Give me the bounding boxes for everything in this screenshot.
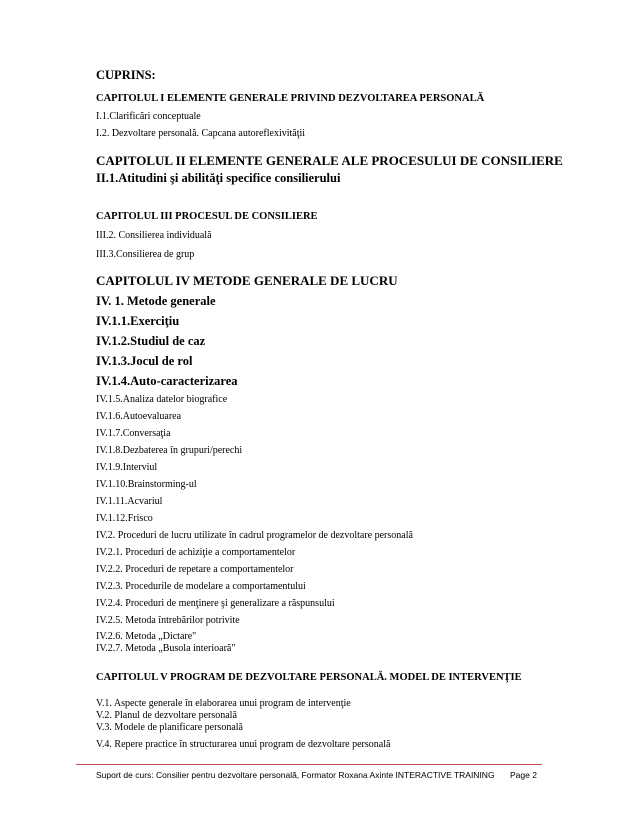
toc-entry: I.1.Clarificări conceptuale [96, 111, 201, 122]
toc-entry: IV.2.4. Proceduri de menţinere şi generalizare a răspunsului [96, 598, 335, 609]
toc-entry: I.2. Dezvoltare personală. Capcana autoreflexivităţii [96, 128, 306, 139]
toc-entry: V.3. Modele de planificare personală [96, 722, 243, 733]
footer-divider [76, 764, 542, 765]
toc-entry: IV.1.12.Frisco [96, 513, 153, 524]
toc-entry: IV.1.10.Brainstorming-ul [96, 479, 197, 490]
toc-entry-bold: IV.1.2.Studiul de caz [96, 334, 206, 348]
toc-entry: IV.2. Proceduri de lucru utilizate în cadrul programelor de dezvoltare personală [96, 530, 413, 541]
footer-text: Suport de curs: Consilier pentru dezvoltare personală, Formator Roxana Axinte INTERACTIVE TRAINING [96, 770, 495, 780]
chapter-2-heading: CAPITOLUL II ELEMENTE GENERALE ALE PROCESULUI DE CONSILIERE [96, 153, 563, 168]
toc-entry: V.1. Aspecte generale în elaborarea unui program de intervenţie [96, 698, 351, 709]
chapter-5-heading: CAPITOLUL V PROGRAM DE DEZVOLTARE PERSONALĂ. MODEL DE INTERVENŢIE [96, 672, 522, 683]
page-number: Page 2 [510, 770, 537, 780]
toc-entry: II.1.Atitudini şi abilităţi specifice consilierului [96, 171, 341, 185]
toc-entry: IV.1.5.Analiza datelor biografice [96, 394, 228, 405]
chapter-1-heading: CAPITOLUL I ELEMENTE GENERALE PRIVIND DEZVOLTAREA PERSONALĂ [96, 93, 485, 104]
toc-entry-bold: IV.1.1.Exerciţiu [96, 314, 180, 328]
toc-entry: IV.1.8.Dezbaterea în grupuri/perechi [96, 445, 243, 456]
toc-entry: IV.2.7. Metoda „Busola interioară" [96, 643, 236, 654]
toc-entry: IV.1.6.Autoevaluarea [96, 411, 182, 422]
toc-title: CUPRINS: [96, 68, 156, 82]
toc-entry: V.2. Planul de dezvoltare personală [96, 710, 237, 721]
chapter-4-heading: CAPITOLUL IV METODE GENERALE DE LUCRU [96, 273, 398, 288]
toc-entry-bold: IV. 1. Metode generale [96, 294, 216, 308]
toc-entry: IV.2.6. Metoda „Dictare" [96, 631, 197, 642]
toc-entry: IV.2.1. Proceduri de achiziţie a comportamentelor [96, 547, 296, 558]
toc-entry: IV.1.7.Conversaţia [96, 428, 171, 439]
chapter-3-heading: CAPITOLUL III PROCESUL DE CONSILIERE [96, 211, 318, 222]
toc-entry: III.2. Consilierea individuală [96, 230, 212, 241]
toc-entry: IV.1.9.Interviul [96, 462, 158, 473]
toc-entry: IV.2.5. Metoda întrebărilor potrivite [96, 615, 240, 626]
toc-entry: IV.2.3. Procedurile de modelare a comportamentului [96, 581, 306, 592]
toc-entry: IV.2.2. Proceduri de repetare a comportamentelor [96, 564, 294, 575]
toc-entry-bold: IV.1.3.Jocul de rol [96, 354, 193, 368]
toc-entry: III.3.Consilierea de grup [96, 249, 195, 260]
toc-entry-bold: IV.1.4.Auto-caracterizarea [96, 374, 238, 388]
toc-entry: IV.1.11.Acvariul [96, 496, 163, 507]
toc-entry: V.4. Repere practice în structurarea unui program de dezvoltare personală [96, 739, 391, 750]
